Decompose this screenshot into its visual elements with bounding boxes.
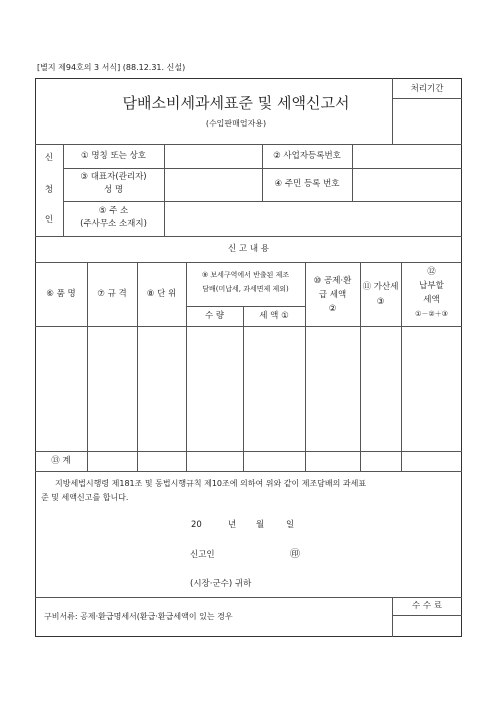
- rule: [305, 451, 306, 471]
- rep-label-name: 성 명: [103, 185, 124, 195]
- rule: [35, 144, 462, 145]
- rule: [35, 597, 462, 598]
- required-documents: 구비서류: 공제·환급명세서(환급·환급세액이 있는 경우: [44, 612, 233, 621]
- col-pay-mark: ⑫: [427, 267, 436, 277]
- col-pay: 납부할: [419, 281, 444, 291]
- seal-mark: ㊞: [290, 549, 300, 560]
- col-bonded-sub: 담배(미납세, 과세면제 제외): [202, 285, 289, 293]
- rep-label: ③ 대표자(관리자): [80, 172, 147, 182]
- declaration-text-cont: 준 및 세액신고를 합니다.: [41, 493, 129, 502]
- col-add-mark: ③: [376, 297, 385, 307]
- rule: [35, 451, 462, 452]
- date-year-unit: 년: [228, 520, 237, 530]
- date-year: 20: [191, 520, 202, 530]
- rule: [360, 451, 361, 471]
- rule: [186, 306, 305, 307]
- rule: [401, 451, 402, 471]
- total-label: ⑬ 계: [51, 456, 71, 466]
- rule: [243, 451, 244, 471]
- rule: [35, 236, 462, 237]
- fee-label: 수 수 료: [411, 601, 443, 611]
- col-deduct: ⑩ 공제·환: [313, 276, 352, 286]
- form-frame: [35, 78, 462, 637]
- rule: [87, 451, 88, 471]
- addr-label-sub: (주사무소 소재지): [80, 219, 147, 229]
- col-item: ⑥ 품 명: [46, 289, 76, 299]
- col-spec: ⑦ 규 격: [97, 289, 127, 299]
- biz-reg-label: ② 사업자등록번호: [273, 151, 341, 161]
- rule: [164, 201, 165, 236]
- date-month-unit: 월: [256, 520, 265, 530]
- col-tax: 세 액 ①: [259, 311, 289, 321]
- col-unit: ⑧ 단 위: [146, 289, 177, 299]
- form-title: 담배소비세과세표준 및 세액신고서: [122, 94, 350, 112]
- form-subtitle: (수입판매업자용): [205, 119, 267, 128]
- declaration-text: 지방세법시행령 제181조 및 동법시행규칙 제10조에 의하여 위와 같이 제조담배의 과세표: [55, 479, 367, 488]
- rule: [243, 306, 244, 451]
- reporter-label: 신고인: [190, 550, 215, 560]
- date-day-unit: 일: [286, 520, 295, 530]
- col-deduct-sub: 급 세액: [318, 290, 347, 300]
- col-bonded: ⑨ 보세구역에서 반출된 제조: [201, 271, 290, 279]
- addr-label: ⑤ 주 소: [98, 206, 129, 216]
- details-section-label: 신 고 내 용: [228, 244, 269, 254]
- rule: [352, 144, 353, 201]
- col-deduct-mark: ②: [328, 304, 337, 314]
- form-number-note: [별지 제94호의 3 서식] (88.12.31. 신설): [37, 63, 186, 72]
- rule: [63, 201, 462, 202]
- rule: [35, 326, 462, 327]
- rule: [164, 144, 165, 201]
- processing-period-label: 처리기간: [410, 84, 444, 94]
- rule: [35, 471, 462, 472]
- resident-label: ④ 주민 등록 번호: [274, 179, 340, 189]
- rule: [186, 451, 187, 471]
- rule: [392, 615, 462, 616]
- name-label: ① 명칭 또는 상호: [81, 151, 146, 161]
- col-add: ⑪ 가산세: [362, 282, 399, 292]
- rule: [137, 451, 138, 471]
- col-pay-formula: ①－②＋③: [415, 310, 448, 318]
- side-label-1: 신: [44, 153, 54, 163]
- rule: [392, 98, 462, 99]
- addressee: (시장·군수) 귀하: [190, 579, 252, 589]
- col-qty: 수 량: [204, 311, 225, 321]
- col-pay-sub: 세액: [423, 295, 440, 305]
- rule: [35, 262, 462, 263]
- side-label-2: 청: [44, 185, 54, 195]
- side-label-3: 인: [44, 215, 54, 225]
